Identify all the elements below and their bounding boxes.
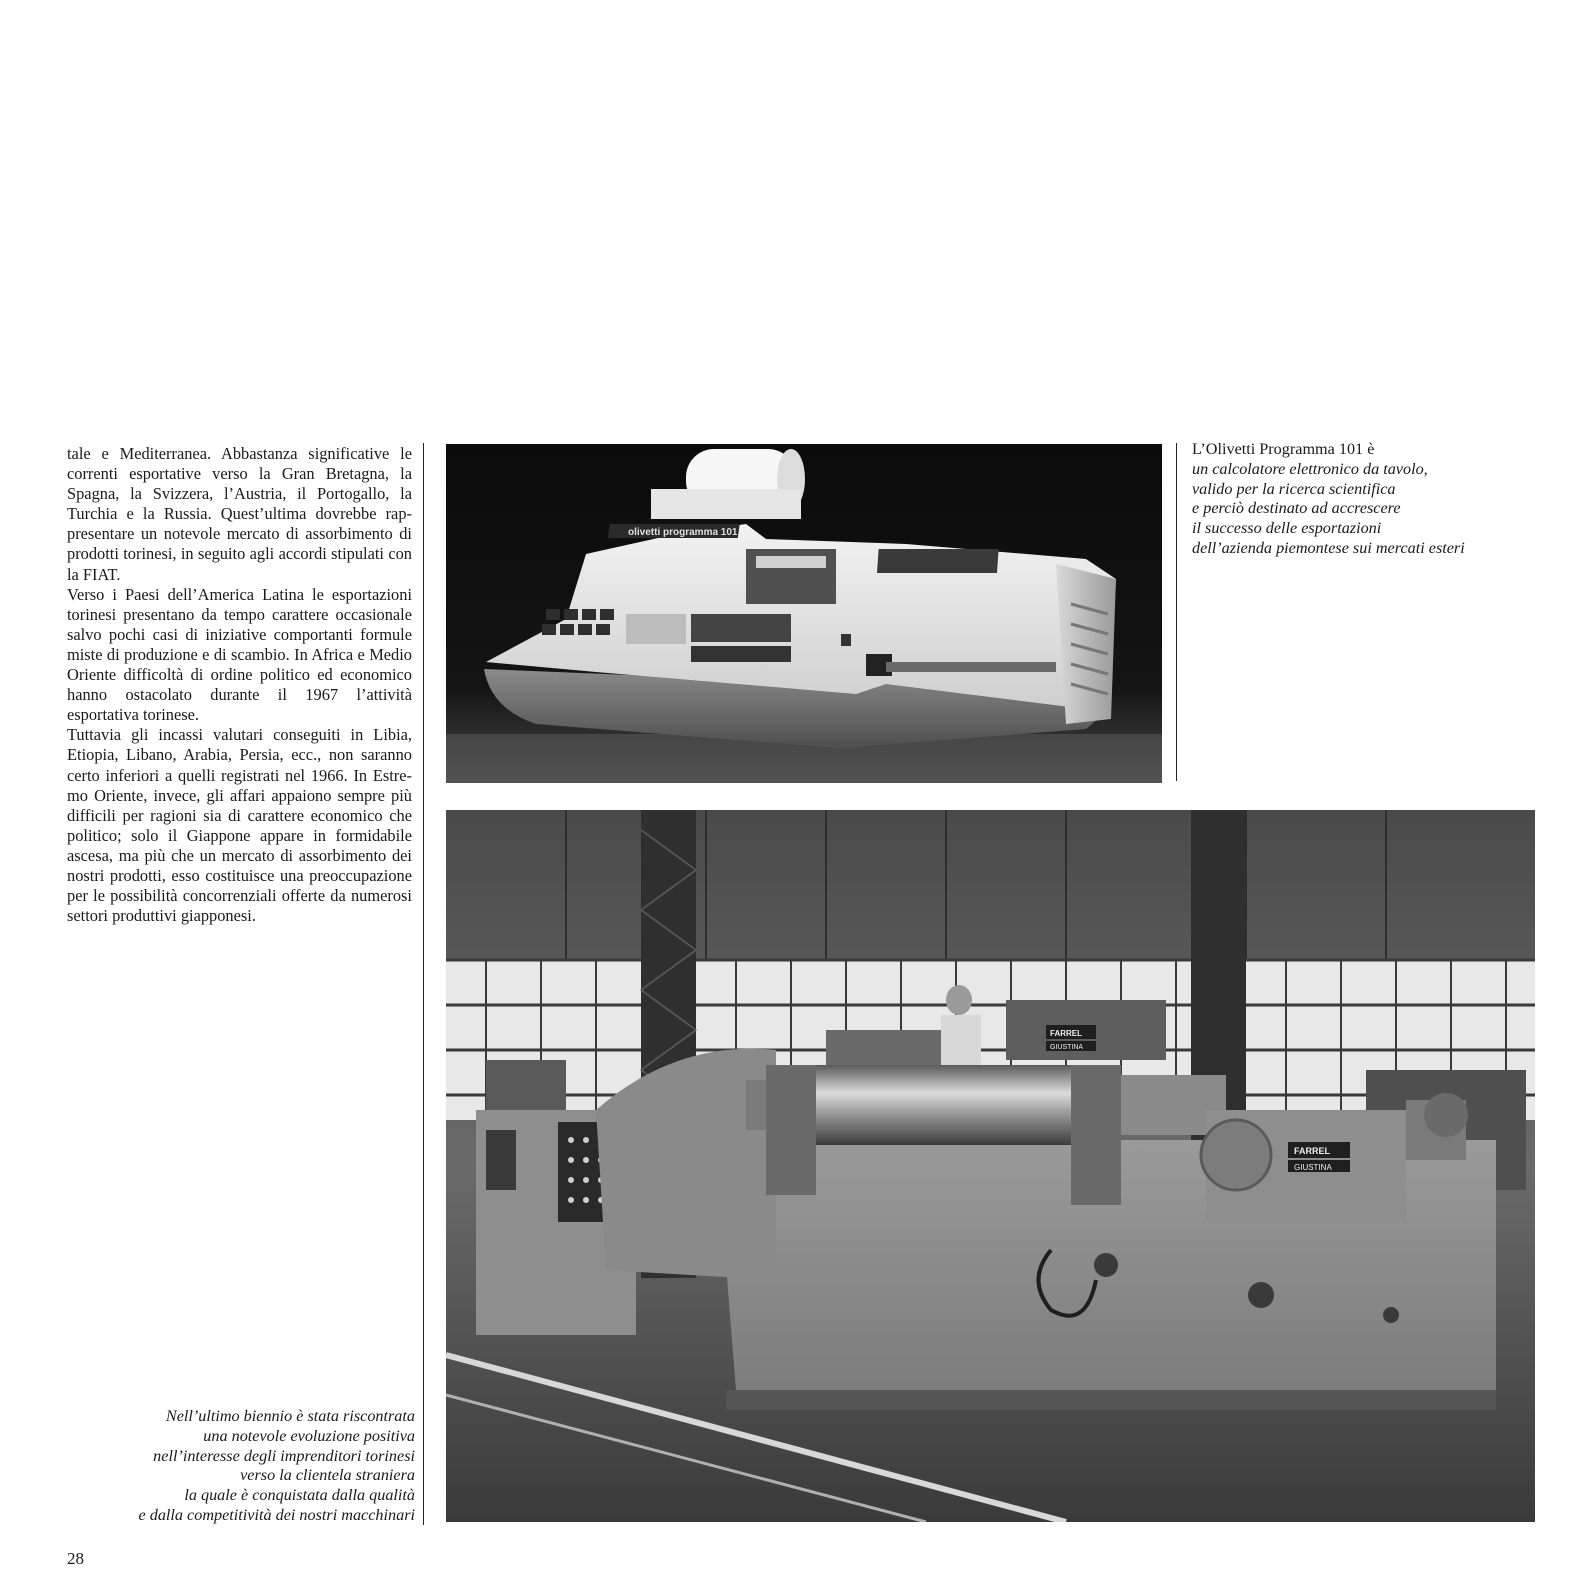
- caption-olivetti: [1192, 440, 1532, 559]
- factory-machine-photo: [446, 810, 1535, 1522]
- caption-line: nell’interesse degli imprenditori torinesi: [153, 1446, 415, 1465]
- caption-factory: [60, 1407, 415, 1526]
- caption-line: e perciò destinato ad accrescere: [1192, 499, 1401, 518]
- body-paragraph: tale e Mediterranea. Abbastanza significative le correnti esportative verso la Gran Bretagna, la Spagna, la Svizzera, l’Austria, il Portogallo, la Turchia e la Russia. Quest’ultima dovrebbe rappresentare un notevole mercato di assorbimento di prodotti torinesi, in seguito agli accordi stipulati con la FIAT.: [67, 444, 412, 584]
- caption-line: L’Olivetti Programma 101 è: [1192, 440, 1375, 458]
- page-number: 28: [67, 1549, 84, 1568]
- farrel-plate-right: FARREL: [1294, 1146, 1330, 1156]
- caption-line: e dalla competitività dei nostri macchinari: [138, 1505, 415, 1524]
- olivetti-label: olivetti programma 101: [628, 527, 738, 538]
- column-divider-left: [423, 443, 424, 1525]
- caption-line: dell’azienda piemontese sui mercati esteri: [1192, 538, 1465, 557]
- olivetti-programma-101-photo: [446, 444, 1162, 783]
- caption-line: un calcolatore elettronico da tavolo,: [1192, 459, 1428, 478]
- caption-line: la quale è conquistata dalla qualità: [184, 1486, 415, 1505]
- giustina-plate-left: GIUSTINA: [1050, 1044, 1084, 1051]
- caption-line: Nell’ultimo biennio è stata riscontrata: [165, 1407, 415, 1425]
- body-paragraph: Verso i Paesi dell’America Latina le esportazioni torinesi presentano da tempo carattere occasionale salvo pochi casi di iniziative comportanti formule miste di produzione e di scambio. In Africa e Medio Oriente difficoltà di ordine politico ed economico hanno ostacolato durante il 1967 l’attività esportativa torinese.: [67, 584, 412, 725]
- body-text-column: [67, 444, 412, 926]
- caption-line: valido per la ricerca scientifica: [1192, 479, 1396, 498]
- column-divider-right: [1176, 443, 1177, 781]
- caption-line: una notevole evoluzione positiva: [203, 1426, 415, 1445]
- giustina-plate-right: GIUSTINA: [1294, 1163, 1332, 1172]
- farrel-plate-left: FARREL: [1050, 1029, 1082, 1038]
- caption-line: il successo delle esportazioni: [1192, 519, 1382, 538]
- caption-line: verso la clientela straniera: [240, 1466, 415, 1485]
- body-paragraph: Tuttavia gli incassi valutari conseguiti in Libia, Etiopia, Libano, Arabia, Persia, ecc., non saranno certo inferiori a quelli registrati nel 1966. In Estremo Oriente, invece, gli affari appaiono sempre più difficili per ragioni sia di carattere economico che politico; solo il Giappone appare in formidabile ascesa, ma più che un mercato di assorbimento dei nostri prodotti, esso costituisce una preoccupazione per le possibilità concorrenziali offerte da numerosi settori produttivi giapponesi.: [67, 725, 412, 926]
